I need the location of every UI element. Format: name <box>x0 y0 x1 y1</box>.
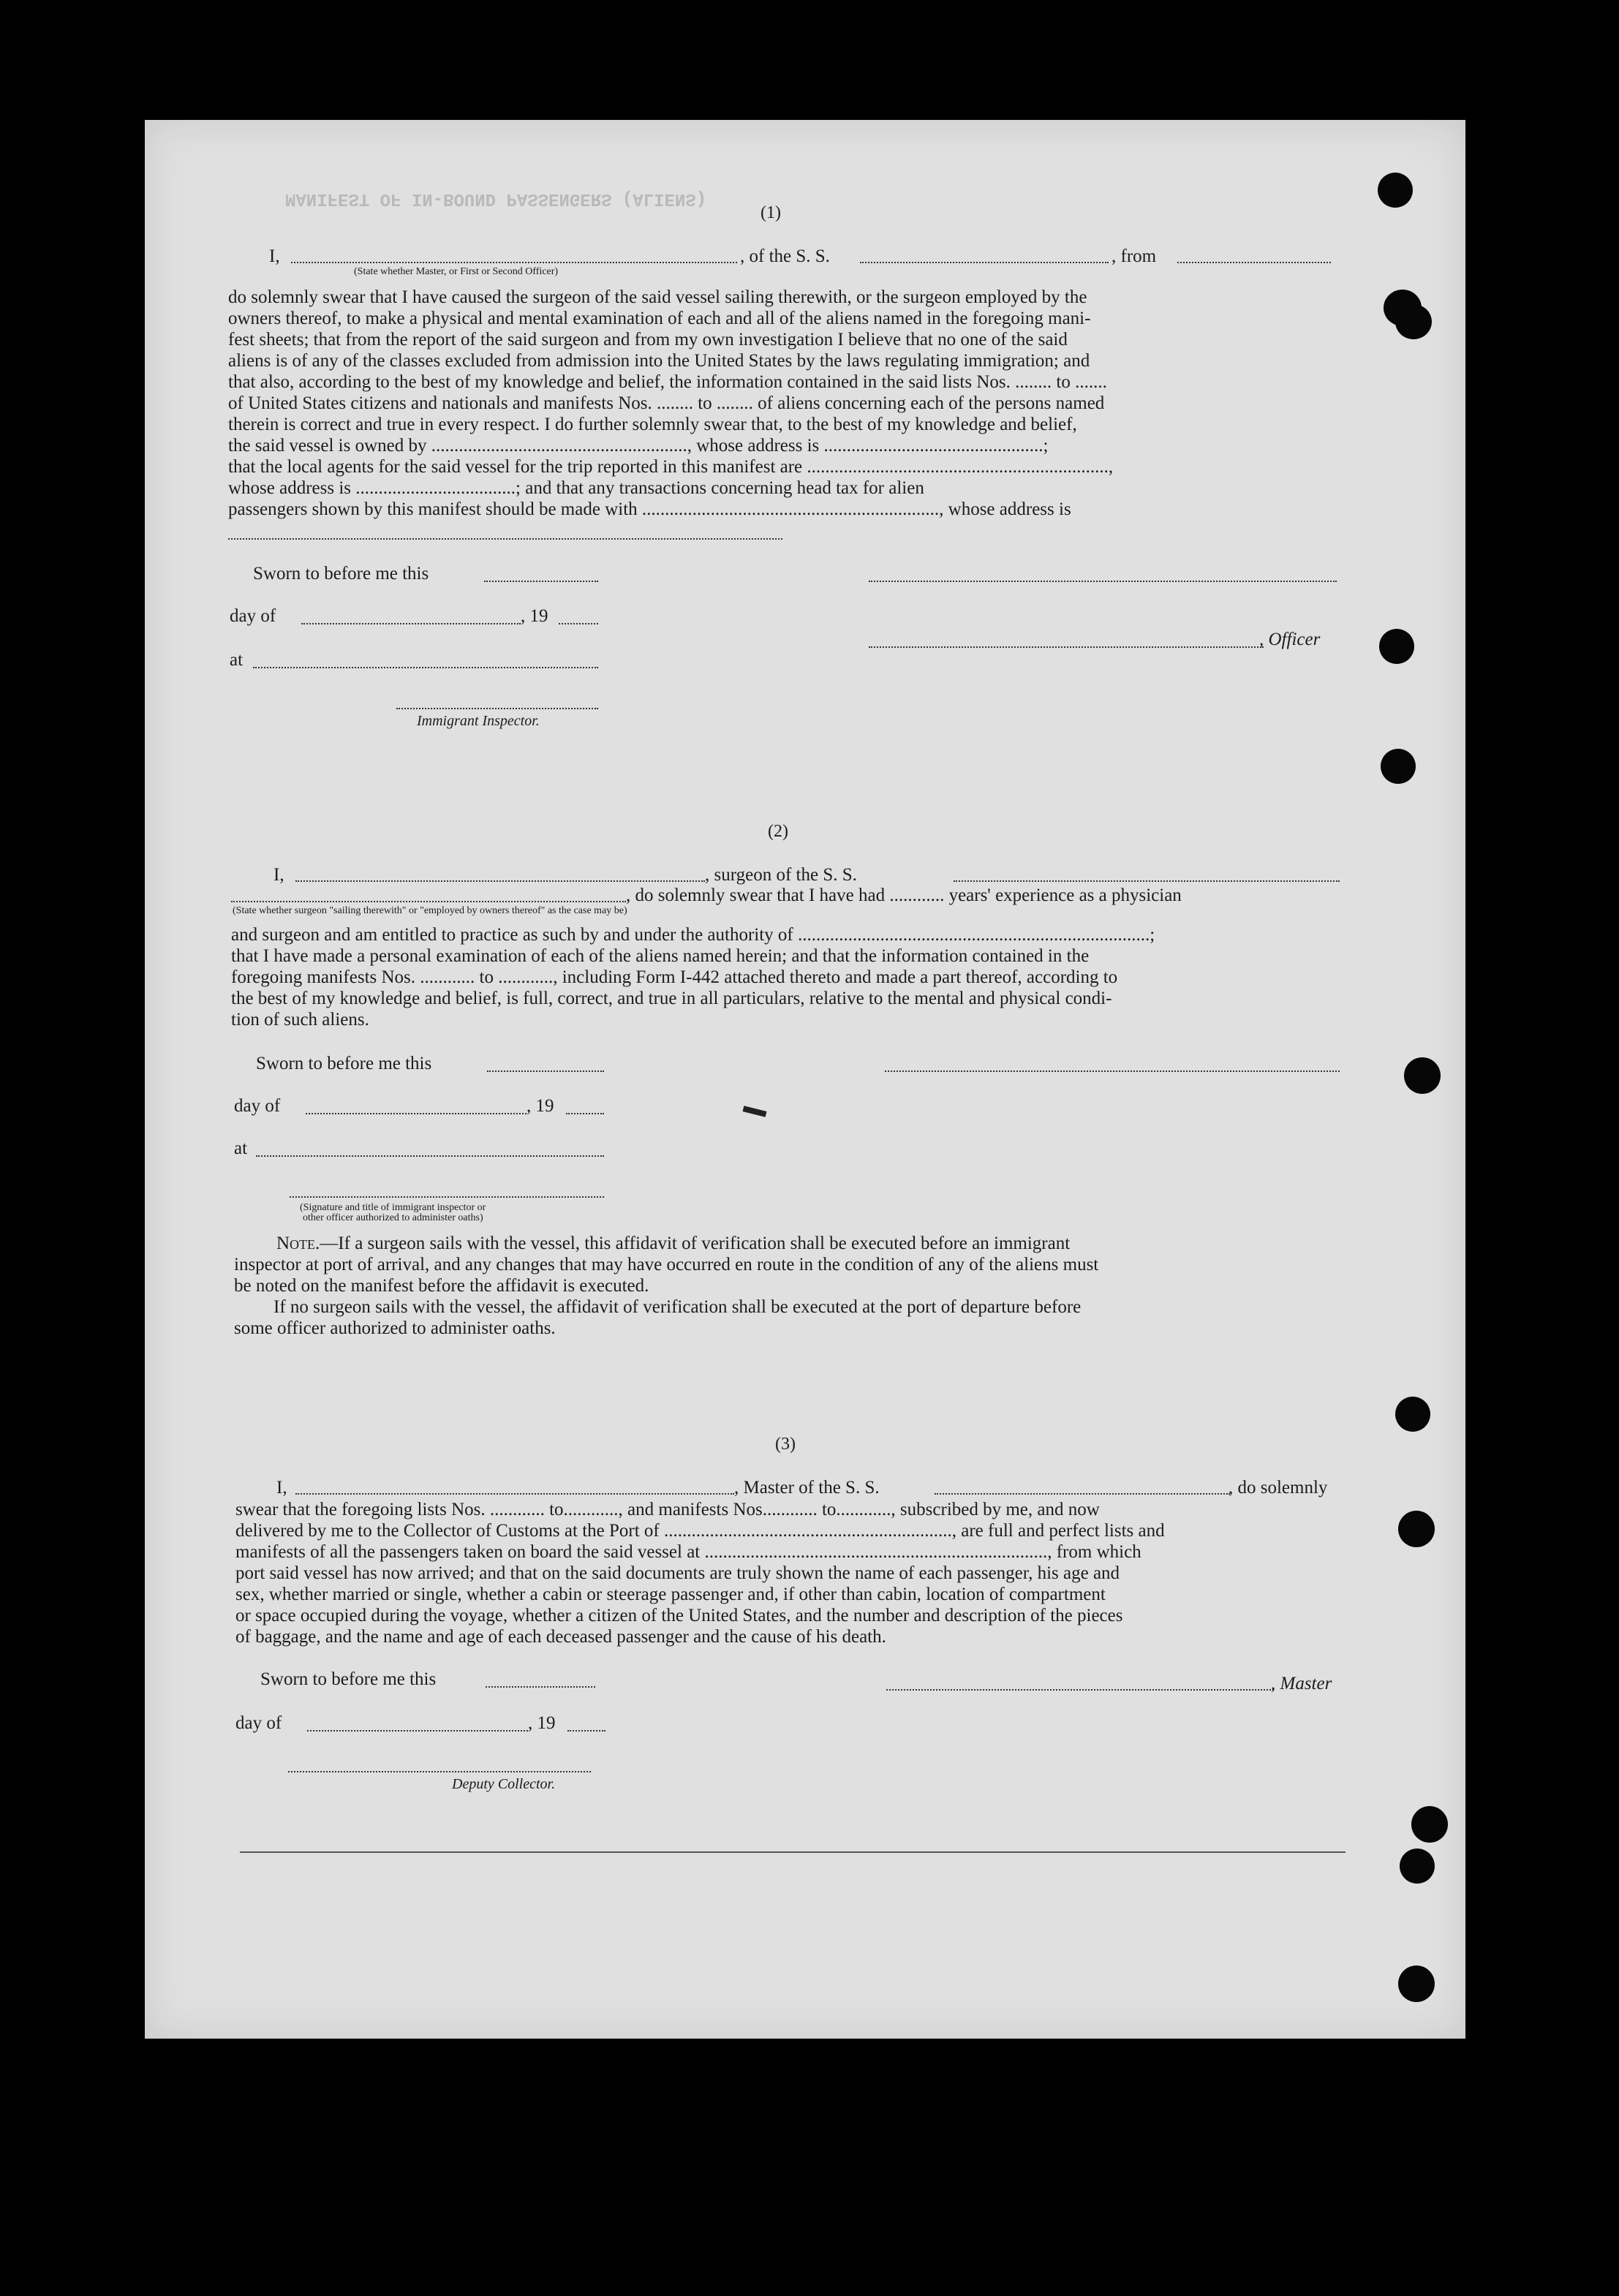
s2-note-line: If no surgeon sails with the vessel, the affidavit of verification shall be executed at the port of departure before <box>273 1297 1082 1317</box>
s1-line: owners thereof, to make a physical and mental examination of each and all of the aliens named in the foregoing mani- <box>228 309 1091 328</box>
section-2-number: (2) <box>768 822 788 841</box>
s3-line: manifests of all the passengers taken on board the said vessel at ..........................................................................., from which <box>235 1542 1141 1562</box>
s2-oath-paragraph <box>231 924 1340 1030</box>
s2-note <box>234 1233 1340 1339</box>
s2-year-field[interactable] <box>566 1113 604 1114</box>
s3-line: of baggage, and the name and age of each deceased passenger and the cause of his death. <box>235 1627 886 1647</box>
s2-line: the best of my knowledge and belief, is full, correct, and true in all particulars, relative to the mental and physical condi- <box>231 989 1112 1008</box>
s1-from-label: , from <box>1112 246 1157 266</box>
s2-sworn-date-field[interactable] <box>487 1070 604 1072</box>
s3-vessel-name-field[interactable] <box>935 1493 1230 1495</box>
binder-hole <box>1381 749 1416 784</box>
s1-line: passengers shown by this manifest should be made with ................................................................., whose address is <box>228 499 1071 519</box>
s3-master-signature-field[interactable] <box>886 1689 1274 1691</box>
s2-status-caption: (State whether surgeon "sailing therewith" or "employed by owners thereof" as the case may be) <box>233 905 627 916</box>
s1-line: that the local agents for the said vessel for the trip reported in this manifest are .................................................................., <box>228 457 1114 477</box>
s2-note-line: inspector at port of arrival, and any changes that may have occurred en route in the condition of any of the aliens must <box>234 1255 1099 1274</box>
s1-address-continuation-field[interactable] <box>228 538 782 540</box>
binder-hole <box>1379 629 1414 664</box>
s3-sworn-date-field[interactable] <box>486 1686 595 1688</box>
s2-note-text: —If a surgeon sails with the vessel, this affidavit of verification shall be executed before an immigrant <box>320 1234 1071 1253</box>
s2-note-line <box>234 1233 1340 1254</box>
s1-sworn-signature-field[interactable] <box>869 581 1337 582</box>
s1-line: therein is correct and true in every respect. I do further solemnly swear that, to the best of my knowledge and belief, <box>228 415 1077 434</box>
s2-surgeon-status-field[interactable] <box>231 901 626 902</box>
s1-day-of-label: day of <box>230 606 276 626</box>
s1-line: whose address is ...................................; and that any transactions concerning head tax for alien <box>228 478 924 498</box>
s1-sworn-label: Sworn to before me this <box>253 564 429 584</box>
s2-note-line: be noted on the manifest before the affidavit is executed. <box>234 1276 649 1296</box>
s3-line: or space occupied during the voyage, whether a citizen of the United States, and the number and description of the pieces <box>235 1606 1123 1625</box>
s2-line: and surgeon and am entitled to practice as such by and under the authority of .............................................................................; <box>231 925 1155 945</box>
s1-at-label: at <box>230 650 244 670</box>
s1-line: that also, according to the best of my knowledge and belief, the information contained in the said lists Nos. ........ to ....... <box>228 372 1107 392</box>
s3-line: port said vessel has now arrived; and that on the said documents are truly shown the name of each passenger, his age and <box>235 1563 1120 1583</box>
s1-line: do solemnly swear that I have caused the surgeon of the said vessel sailing therewith, or the surgeon employed by the <box>228 287 1087 307</box>
s3-line: delivered by me to the Collector of Customs at the Port of ..............................................................., are full and perfect lists and <box>235 1521 1165 1541</box>
s3-day-of-field[interactable] <box>307 1730 528 1732</box>
s1-line: the said vessel is owned by ........................................................, whose address is ................................................; <box>228 436 1049 456</box>
s2-at-label: at <box>234 1138 248 1158</box>
s3-solemnly-label: , do solemnly <box>1229 1478 1328 1498</box>
s1-I-label: I, <box>269 246 280 266</box>
s3-master-name-field[interactable] <box>295 1493 734 1495</box>
s3-collector-label: Deputy Collector. <box>452 1776 556 1792</box>
section-1-number: (1) <box>761 203 781 222</box>
s1-inspector-signature-field[interactable] <box>396 708 598 709</box>
s1-oath-paragraph <box>228 287 1338 520</box>
s1-inspector-label: Immigrant Inspector. <box>417 713 540 729</box>
s1-line: of United States citizens and nationals and manifests Nos. ........ to ........ of aliens concerning each of the persons named <box>228 393 1105 413</box>
s1-officer-signature-field[interactable] <box>869 646 1264 648</box>
s3-line: swear that the foregoing lists Nos. ............ to............, and manifests Nos............ to............, subscribed by me, and now <box>235 1500 1100 1519</box>
s2-at-field[interactable] <box>256 1155 604 1157</box>
s3-sworn-label: Sworn to before me this <box>260 1669 437 1689</box>
s2-day-of-field[interactable] <box>306 1113 527 1114</box>
s2-line2: , do solemnly swear that I have had ............ years' experience as a physician <box>626 885 1182 905</box>
s2-inspector-signature-field[interactable] <box>290 1196 604 1198</box>
bleed-through-header: MANIFEST OF IN-BOUND PASSENGERS (ALIENS) <box>285 189 707 208</box>
binder-hole <box>1398 1511 1435 1547</box>
s3-collector-signature-field[interactable] <box>288 1771 591 1772</box>
s3-year-field[interactable] <box>567 1730 605 1732</box>
s1-sworn-date-field[interactable] <box>484 581 598 582</box>
s2-line: that I have made a personal examination of each of the aliens named herein; and that the information contained in the <box>231 946 1090 966</box>
s2-note-label: Note. <box>276 1234 320 1253</box>
s3-line: sex, whether married or single, whether a cabin or steerage passenger and, if other than cabin, location of compartment <box>235 1585 1106 1604</box>
bottom-rule <box>240 1851 1346 1853</box>
s1-officer-name-field[interactable] <box>291 262 737 263</box>
s2-sig-caption-2: other officer authorized to administer oaths) <box>303 1212 483 1223</box>
s2-I-label: I, <box>273 865 284 885</box>
binder-hole <box>1398 1965 1435 2002</box>
binder-hole <box>1378 173 1413 208</box>
s3-master-sign-label: , Master <box>1271 1674 1332 1693</box>
s3-master-label: , Master of the S. S. <box>734 1478 880 1498</box>
binder-hole <box>1411 1806 1448 1843</box>
s3-I-label: I, <box>276 1478 287 1498</box>
s2-sig-caption-1: (Signature and title of immigrant inspector or <box>300 1202 486 1213</box>
s1-from-port-field[interactable] <box>1177 262 1331 263</box>
s1-officer-caption: (State whether Master, or First or Second Officer) <box>354 266 559 277</box>
s1-line: aliens is of any of the classes excluded from admission into the United States by the laws regulating immigration; and <box>228 351 1090 371</box>
s2-vessel-name-field[interactable] <box>954 880 1340 882</box>
s2-note-line: some officer authorized to administer oaths. <box>234 1318 556 1338</box>
s3-oath-paragraph <box>235 1499 1347 1647</box>
s1-line: fest sheets; that from the report of the said surgeon and from my own investigation I believe that no one of the said <box>228 330 1068 350</box>
s2-surgeon-label: , surgeon of the S. S. <box>705 865 857 885</box>
binder-hole <box>1395 1397 1430 1432</box>
s2-surgeon-name-field[interactable] <box>295 880 705 882</box>
s3-year-label: , 19 <box>528 1713 556 1733</box>
binder-hole <box>1404 1057 1441 1094</box>
s1-at-field[interactable] <box>253 667 598 668</box>
s2-year-label: , 19 <box>527 1096 554 1116</box>
binder-hole <box>1400 1848 1435 1884</box>
s1-year-label: , 19 <box>521 606 548 626</box>
s1-officer-label: , Officer <box>1259 630 1321 649</box>
s1-of-ss-label: , of the S. S. <box>740 246 830 266</box>
s2-sworn-signature-field[interactable] <box>885 1070 1340 1072</box>
s1-vessel-name-field[interactable] <box>860 262 1109 263</box>
s2-line: tion of such aliens. <box>231 1010 369 1030</box>
s2-sworn-label: Sworn to before me this <box>256 1054 432 1073</box>
binder-hole <box>1395 304 1432 339</box>
s3-day-of-label: day of <box>235 1713 282 1733</box>
s2-day-of-label: day of <box>234 1096 281 1116</box>
s1-year-field[interactable] <box>559 623 598 624</box>
section-3-number: (3) <box>775 1435 796 1454</box>
s2-line: foregoing manifests Nos. ............ to ............, including Form I-442 attached thereto and made a part thereof, according to <box>231 967 1118 987</box>
s1-day-of-field[interactable] <box>301 623 521 624</box>
